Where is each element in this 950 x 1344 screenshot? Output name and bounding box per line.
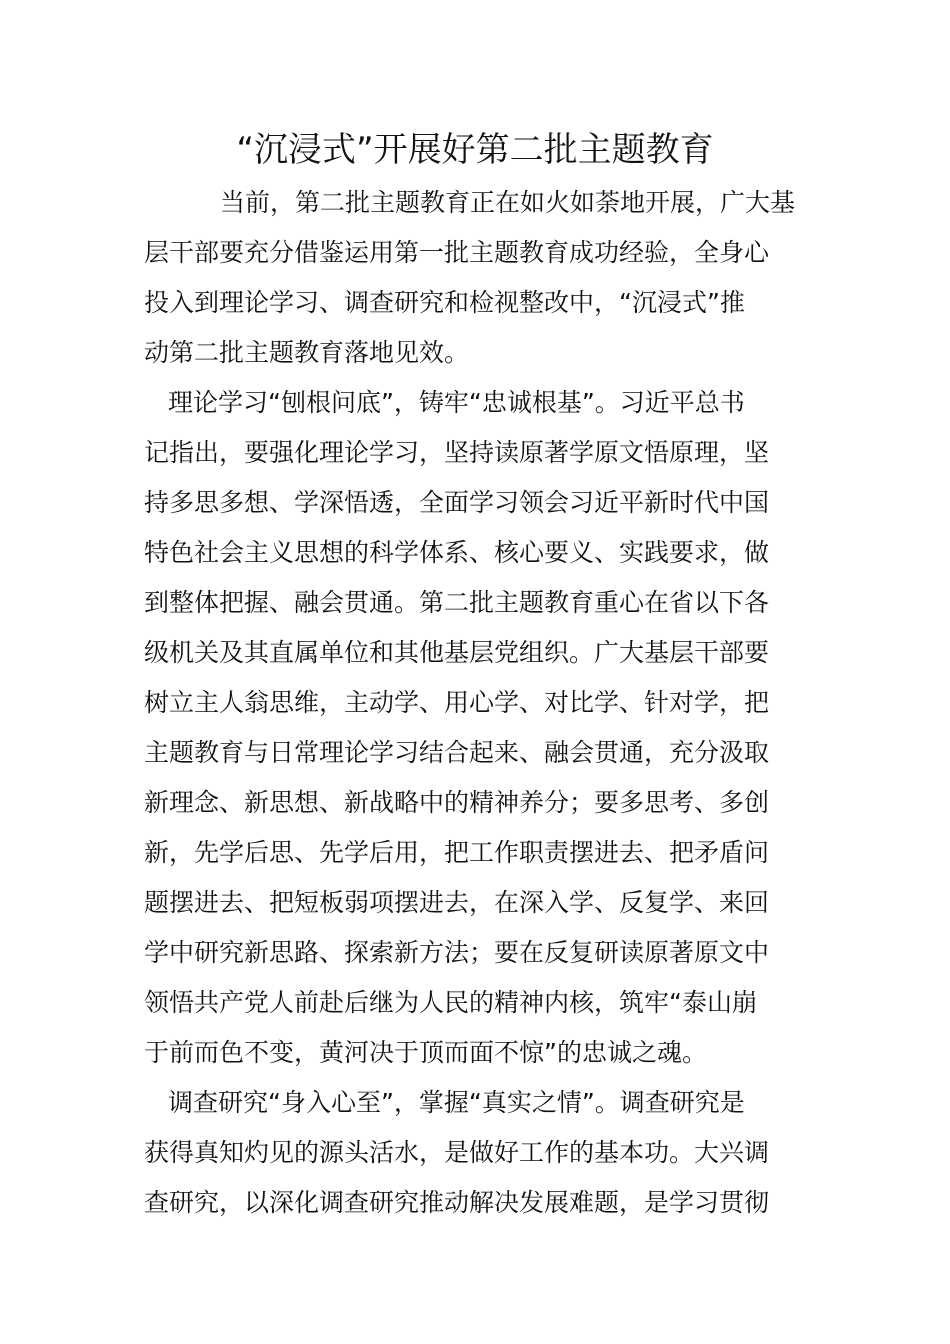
- text-line: 调查研究“身入心至”，掌握“真实之情”。调查研究是: [168, 1088, 745, 1117]
- text-line: 持多思多想、学深悟透，全面学习领会习近平新时代中国: [144, 488, 770, 517]
- text-line: 层干部要充分借鉴运用第一批主题教育成功经验，全身心: [144, 238, 770, 267]
- text-line: 当前，第二批主题教育正在如火如荼地开展，广大基: [220, 188, 796, 217]
- text-line: 动第二批主题教育落地见效。: [144, 338, 470, 367]
- text-line: 获得真知灼见的源头活水，是做好工作的基本功。大兴调: [144, 1138, 770, 1167]
- text-line: 新理念、新思想、新战略中的精神养分；要多思考、多创: [144, 788, 770, 817]
- text-line: 领悟共产党人前赴后继为人民的精神内核，筑牢“泰山崩: [144, 988, 757, 1017]
- text-line: 树立主人翁思维，主动学、用心学、对比学、针对学，把: [144, 688, 770, 717]
- paragraph-intro: [144, 178, 808, 378]
- paragraph-theory-study: [144, 378, 808, 1078]
- text-line: 理论学习“刨根问底”，铸牢“忠诚根基”。习近平总书: [168, 388, 745, 417]
- text-line: 查研究，以深化调查研究推动解决发展难题，是学习贯彻: [144, 1188, 770, 1217]
- text-line: 到整体把握、融会贯通。第二批主题教育重心在省以下各: [144, 588, 770, 617]
- paragraph-investigation: [144, 1078, 808, 1228]
- text-line: 投入到理论学习、调查研究和检视整改中，“沉浸式”推: [144, 288, 745, 317]
- text-line: 特色社会主义思想的科学体系、核心要义、实践要求，做: [144, 538, 770, 567]
- text-line: 级机关及其直属单位和其他基层党组织。广大基层干部要: [144, 638, 770, 667]
- text-line: 学中研究新思路、探索新方法；要在反复研读原著原文中: [144, 938, 770, 967]
- text-line: 题摆进去、把短板弱项摆进去，在深入学、反复学、来回: [144, 888, 770, 917]
- text-line: 记指出，要强化理论学习，坚持读原著学原文悟原理，坚: [144, 438, 770, 467]
- document-body: [144, 178, 808, 1228]
- text-line: 主题教育与日常理论学习结合起来、融会贯通，充分汲取: [144, 738, 770, 767]
- document-title: “沉浸式”开展好第二批主题教育: [236, 130, 714, 170]
- text-line: 于前而色不变，黄河决于顶而面不惊”的忠诚之魂。: [144, 1038, 707, 1067]
- text-line: 新，先学后思、先学后用，把工作职责摆进去、把矛盾问: [144, 838, 770, 867]
